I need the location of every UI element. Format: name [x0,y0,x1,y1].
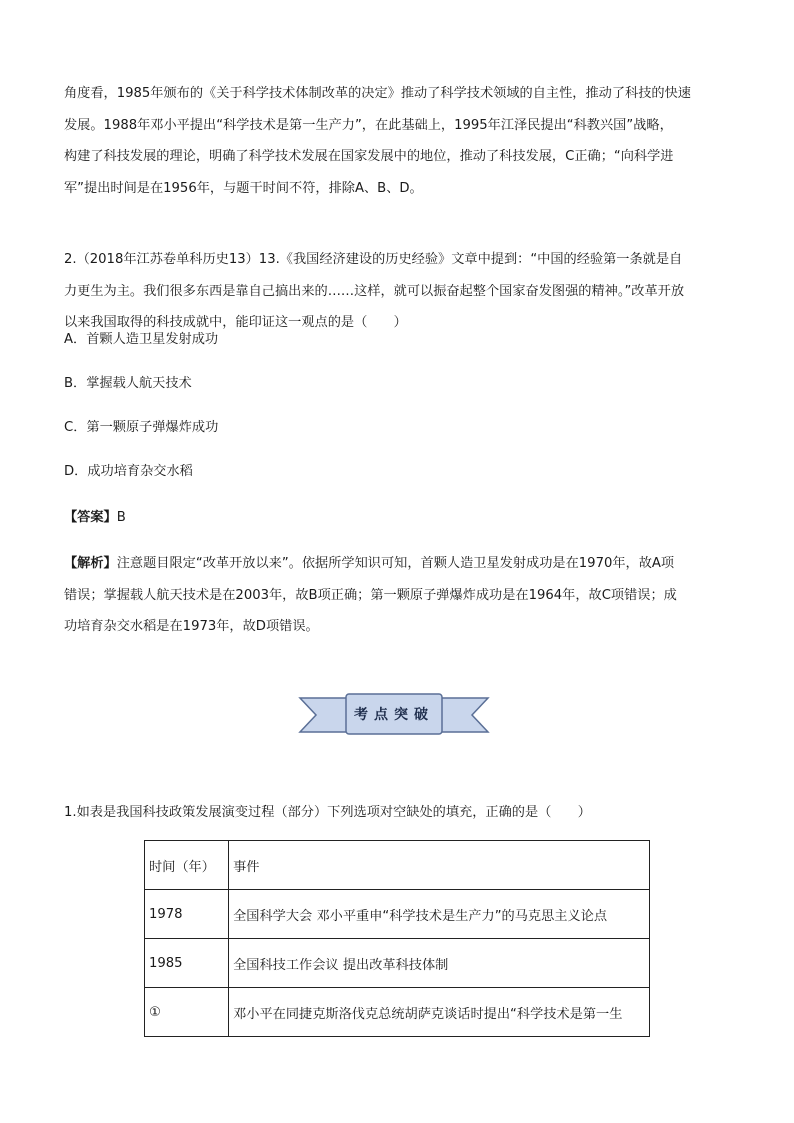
analysis-line-2: 错误；掌握载人航天技术是在2003年，故B项正确；第一颗原子弹爆炸成功是在1964年，故C项错误；成 [64,587,677,603]
analysis-line-3: 功培育杂交水稻是在1973年，故D项错误。 [64,619,319,634]
analysis-paragraph [64,548,732,643]
analysis-line-1 [64,548,732,580]
question-1-stem: 1.如表是我国科技政策发展演变过程（部分）下列选项对空缺处的填充，正确的是（ ） [64,805,591,820]
option-c: C．第一颗原子弹爆炸成功 [64,420,219,435]
section-title: 考点突破 [354,707,434,723]
table-row [145,890,650,939]
intro-line-1: 角度看，1985年颁布的《关于科学技术体制改革的决定》推动了科学技术领域的自主性，推动了科技的快速 [64,86,691,101]
intro-line-2: 发展。1988年邓小平提出“科学技术是第一生产力”，在此基础上，1995年江泽民提出“科教兴国”战略， [64,117,673,133]
intro-line-4: 军”提出时间是在1956年，与题干时间不符，排除A、B、D。 [64,180,423,196]
question-2-line-1: 2.（2018年江苏卷单科历史13）13.《我国经济建设的历史经验》文章中提到：“中国的经验第一条就是自 [64,252,683,267]
table-cell-event: 邓小平在同捷克斯洛伐克总统胡萨克谈话时提出“科学技术是第一生 [229,988,650,1037]
intro-line-3: 构建了科技发展的理论，明确了科学技术发展在国家发展中的地位，推动了科技发展，C正确；“向科学进 [64,149,674,164]
table-cell-event: 全国科技工作会议 提出改革科技体制 [229,939,650,988]
policy-table [144,840,650,1037]
question-2-line-2: 力更生为主。我们很多东西是靠自己搞出来的……这样，就可以振奋起整个国家奋发图强的精神。”改革开放 [64,283,685,299]
answer-value: B [116,510,126,525]
table-row [145,988,650,1037]
question-2-line-3: 以来我国取得的科技成就中，能印证这一观点的是（ ） [64,315,407,330]
table-header-year: 时间（年） [145,841,229,890]
table-header-event: 事件 [229,841,650,890]
option-d: D．成功培育杂交水稻 [64,464,193,479]
option-a: A．首颗人造卫星发射成功 [64,332,219,347]
table-cell-year: 1978 [145,890,229,939]
table-cell-year: ① [145,988,229,1037]
analysis-text-1: 注意题目限定“改革开放以来”。依据所学知识可知，首颗人造卫星发射成功是在1970年，故A项 [116,556,675,571]
section-banner [296,690,492,740]
table-cell-event: 全国科学大会 邓小平重申“科学技术是生产力”的马克思主义论点 [229,890,650,939]
option-b: B．掌握载人航天技术 [64,376,192,391]
intro-paragraph [64,78,732,204]
table-cell-year: 1985 [145,939,229,988]
table-row [145,939,650,988]
answer-line [64,502,732,534]
answer-label: 【答案】 [64,510,117,525]
analysis-label: 【解析】 [64,556,117,571]
table-header-row [145,841,650,890]
